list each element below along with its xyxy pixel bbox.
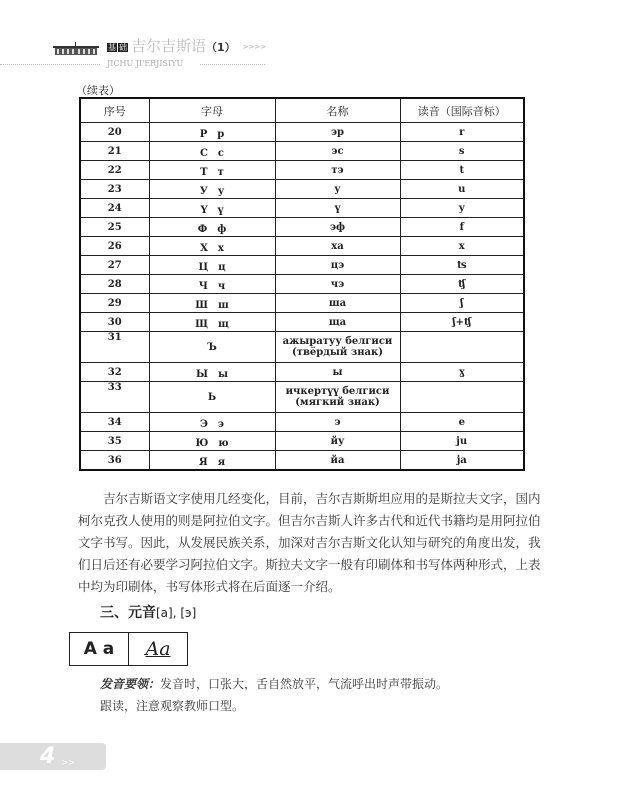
letter-cell: Я я xyxy=(149,451,275,471)
name-cell: цэ xyxy=(275,256,400,275)
name-cell: эс xyxy=(275,142,400,161)
ipa-cell: ʦ xyxy=(400,256,524,275)
page-number: 4 xyxy=(40,744,56,769)
page-number-box xyxy=(0,743,106,770)
name-cell: тэ xyxy=(275,161,400,180)
title-text: 吉尔吉斯语 xyxy=(131,37,207,55)
tag-char: 础 xyxy=(119,42,127,52)
section-heading xyxy=(100,602,196,622)
letter-cell: Х х xyxy=(149,237,275,256)
table-row xyxy=(80,199,524,218)
row-number: 20 xyxy=(80,123,149,142)
header-tag xyxy=(107,43,128,52)
name-cell: эф xyxy=(275,218,400,237)
ipa-cell: f xyxy=(400,218,524,237)
name-cell: ща xyxy=(275,313,400,332)
letter-cell: Ш ш xyxy=(149,294,275,313)
ipa-cell: ʃ+ʧ xyxy=(400,313,524,332)
ipa-cell xyxy=(400,382,524,413)
row-number: 26 xyxy=(80,237,149,256)
name-cell: эр xyxy=(275,123,400,142)
letter-cell: Ы ы xyxy=(149,363,275,382)
row-number: 23 xyxy=(80,180,149,199)
ipa-cell: ja xyxy=(400,451,524,471)
name-cell: ү xyxy=(275,199,400,218)
ipa-cell: ɣ xyxy=(400,363,524,382)
table-row xyxy=(80,180,524,199)
table-row xyxy=(80,123,524,142)
letter-cell: Э э xyxy=(149,413,275,432)
book-title xyxy=(131,37,236,57)
row-number: 22 xyxy=(80,161,149,180)
table-row xyxy=(80,382,524,413)
name-cell: у xyxy=(275,180,400,199)
row-number: 34 xyxy=(80,413,149,432)
row-number: 33 xyxy=(80,382,149,413)
row-number: 36 xyxy=(80,451,149,471)
name-cell: чэ xyxy=(275,275,400,294)
row-number: 31 xyxy=(80,332,149,363)
table-row xyxy=(80,218,524,237)
letter-cell: Т т xyxy=(149,161,275,180)
letter-cell: Ү ү xyxy=(149,199,275,218)
row-number: 29 xyxy=(80,294,149,313)
body-paragraph: 吉尔吉斯语文字使用几经变化，目前，吉尔吉斯斯坦应用的是斯拉夫文字，国内柯尔克孜人使用的则是阿拉伯文字。但吉尔吉斯人许多古代和近代书籍均是用阿拉伯文字书写。因此，从发展民族关系，加深对吉尔吉斯文化认知与研究的角度出发，我们日后还有必要学习阿拉伯文字。斯拉夫文字一般有印刷体和书写体两种形式，上表中均为印刷体，书写体形式将在后面逐一介绍。 xyxy=(78,491,541,594)
table-row xyxy=(80,313,524,332)
letter-cell: Ь xyxy=(149,382,275,413)
volume: （1） xyxy=(206,41,236,54)
table-row xyxy=(80,413,524,432)
col-header: 名称 xyxy=(275,98,400,123)
table-caption: （续表） xyxy=(76,84,120,97)
building-logo-icon xyxy=(53,42,99,56)
ipa-cell: ʃ xyxy=(400,294,524,313)
letter-cell: Ъ xyxy=(149,332,275,363)
letter-cell: С с xyxy=(149,142,275,161)
page-arrows: >> xyxy=(61,758,75,767)
ipa-cell: s xyxy=(400,142,524,161)
name-cell: йа xyxy=(275,451,400,471)
row-number: 21 xyxy=(80,142,149,161)
header-row xyxy=(107,38,266,56)
table-row xyxy=(80,142,524,161)
ipa-cell: e xyxy=(400,413,524,432)
table-row xyxy=(80,451,524,471)
col-header: 读音（国际音标） xyxy=(400,98,524,123)
letter-cell: Ф ф xyxy=(149,218,275,237)
table-row xyxy=(80,432,524,451)
ipa-cell: r xyxy=(400,123,524,142)
ipa-cell: u xyxy=(400,180,524,199)
name-cell: ха xyxy=(275,237,400,256)
letter-cell: Щ щ xyxy=(149,313,275,332)
row-number: 27 xyxy=(80,256,149,275)
divider xyxy=(200,64,265,65)
ipa-cell: x xyxy=(400,237,524,256)
row-number: 35 xyxy=(80,432,149,451)
ipa-cell: ʧ xyxy=(400,275,524,294)
row-number: 28 xyxy=(80,275,149,294)
ipa-cell: y xyxy=(400,199,524,218)
letter-cell: Ч ч xyxy=(149,275,275,294)
header-arrows: >>>> xyxy=(242,43,267,51)
script-letter: Aa xyxy=(145,638,171,660)
name-cell: э xyxy=(275,413,400,432)
letter-box xyxy=(69,632,188,666)
table-row xyxy=(80,237,524,256)
ipa-cell: t xyxy=(400,161,524,180)
name-cell: йу xyxy=(275,432,400,451)
divider xyxy=(0,64,100,65)
follow-note: 跟读，注意观察教师口型。 xyxy=(100,699,245,713)
ipa-cell xyxy=(400,332,524,363)
letter-cell: Ц ц xyxy=(149,256,275,275)
pronunciation-note xyxy=(100,676,448,692)
name-cell: ажыратуу белгиси (твёрдый знак) xyxy=(275,332,400,363)
section-title: 三、元音 xyxy=(100,605,156,621)
letter-cell: У у xyxy=(149,180,275,199)
row-number: 30 xyxy=(80,313,149,332)
letter-cell: Р р xyxy=(149,123,275,142)
col-header: 序号 xyxy=(80,98,149,123)
name-cell: ша xyxy=(275,294,400,313)
note-label: 发音要领： xyxy=(100,677,161,691)
table-row xyxy=(80,294,524,313)
table-row xyxy=(80,275,524,294)
book-subtitle: JICHU JI'ERJISIYU xyxy=(107,59,184,68)
table-row xyxy=(80,256,524,275)
row-number: 25 xyxy=(80,218,149,237)
table-header-row xyxy=(80,98,524,123)
row-number: 24 xyxy=(80,199,149,218)
name-cell: ичкертүү белгиси (мягкий знак) xyxy=(275,382,400,413)
table-row xyxy=(80,161,524,180)
name-cell: ы xyxy=(275,363,400,382)
alphabet-table xyxy=(79,97,525,471)
note-text: 发音时，口张大，舌自然放平，气流呼出时声带振动。 xyxy=(160,677,449,691)
tag-char: 基 xyxy=(108,42,116,52)
table-row xyxy=(80,363,524,382)
row-number: 32 xyxy=(80,363,149,382)
section-ipa: [a], [э] xyxy=(156,606,197,620)
ipa-cell: ju xyxy=(400,432,524,451)
letter-cell: Ю ю xyxy=(149,432,275,451)
col-header: 字母 xyxy=(149,98,275,123)
print-letter: A a xyxy=(70,633,129,665)
table-row xyxy=(80,332,524,363)
